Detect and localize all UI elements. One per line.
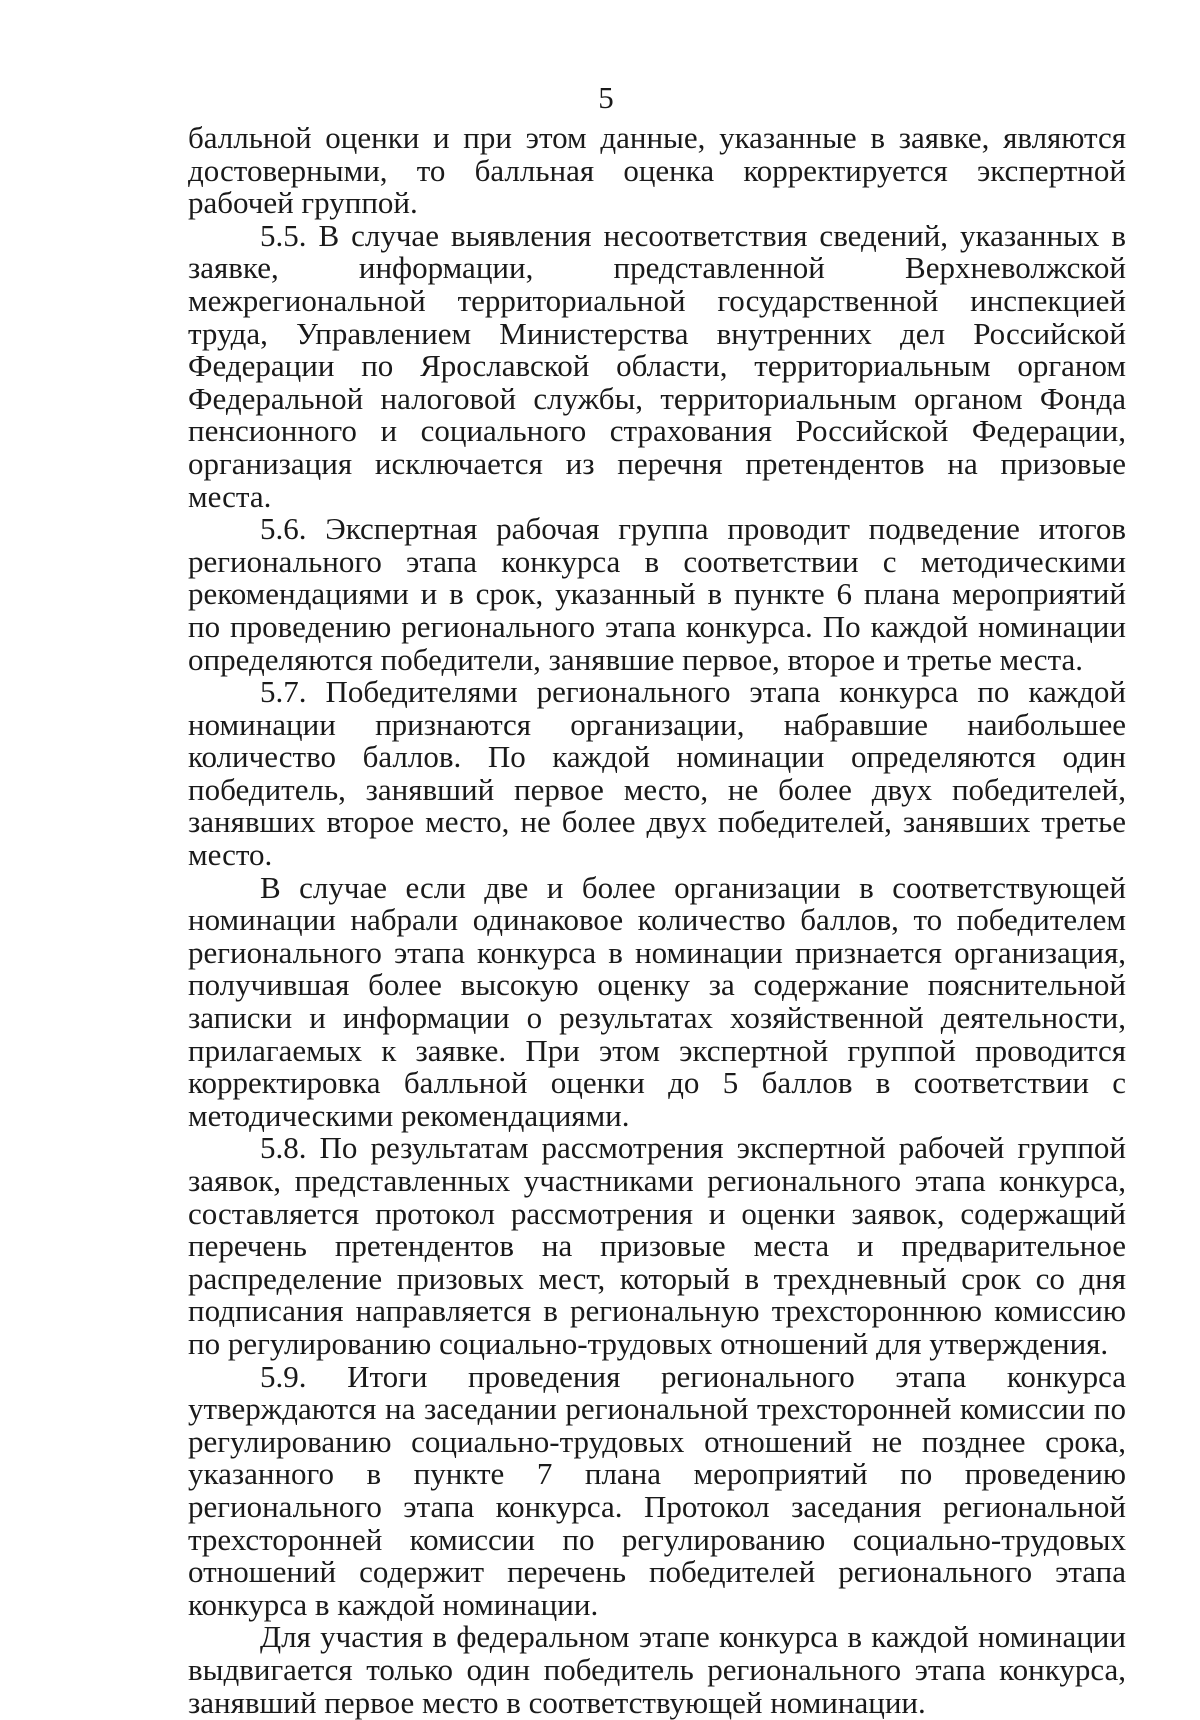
paragraph-5-5: 5.5. В случае выявления несоответствия сведений, указанных в заявке, информации, представленной Верхневолжской межрегиональной территориальной государственной инспекцией труда, Управлением Министерства внутренних дел Российской Федерации по Ярославской области, территориальным органом Федеральной налоговой службы, территориальным органом Фонда пенсионного и социального страхования Российской Федерации, организация исключается из перечня претендентов на призовые места. [188,217,1126,514]
paragraph-5-7: 5.7. Победителями регионального этапа конкурса по каждой номинации признаются организации, набравшие наибольшее количество баллов. По каждой номинации определяются один победитель, занявший первое место, не более двух победителей, занявших второе место, не более двух победителей, занявших третье место. [188,674,1126,873]
paragraph-tie-rule: В случае если две и более организации в соответствующей номинации набрали одинаковое количество баллов, то победителем регионального этапа конкурса в номинации признается организация, получившая более высокую оценку за содержание пояснительной записки и информации о результатах хозяйственной деятельности, прилагаемых к заявке. При этом экспертной группой проводится корректировка балльной оценки до 5 баллов в соответствии с методическими рекомендациями. [188,869,1126,1133]
paragraph-federal-stage: Для участия в федеральном этапе конкурса в каждой номинации выдвигается только один победитель регионального этапа конкурса, занявший первое место в соответствующей номинации. [188,1619,1126,1720]
page-number: 5 [598,80,614,115]
paragraph-5-8: 5.8. По результатам рассмотрения экспертной рабочей группой заявок, представленных участниками регионального этапа конкурса, составляется протокол рассмотрения и оценки заявок, содержащий перечень претендентов на призовые места и предварительное распределение призовых мест, который в трехдневный срок со дня подписания направляется в региональную трехстороннюю комиссию по регулированию социально-трудовых отношений для утверждения. [188,1130,1126,1361]
paragraph-continuation: балльной оценки и при этом данные, указанные в заявке, являются достоверными, то балльная оценка корректируется экспертной рабочей группой. [188,120,1126,221]
paragraph-5-9: 5.9. Итоги проведения регионального этапа конкурса утверждаются на заседании региональной трехсторонней комиссии по регулированию социально-трудовых отношений не позднее срока, указанного в пункте 7 плана мероприятий по проведению регионального этапа конкурса. Протокол заседания региональной трехсторонней комиссии по регулированию социально-трудовых отношений содержит перечень победителей регионального этапа конкурса в каждой номинации. [188,1358,1126,1622]
paragraph-5-6: 5.6. Экспертная рабочая группа проводит подведение итогов регионального этапа конкурса в соответствии с методическими рекомендациями и в срок, указанный в пункте 6 плана мероприятий по проведению регионального этапа конкурса. По каждой номинации определяются победители, занявшие первое, второе и третье места. [188,511,1126,677]
document-body [188,122,1126,1719]
